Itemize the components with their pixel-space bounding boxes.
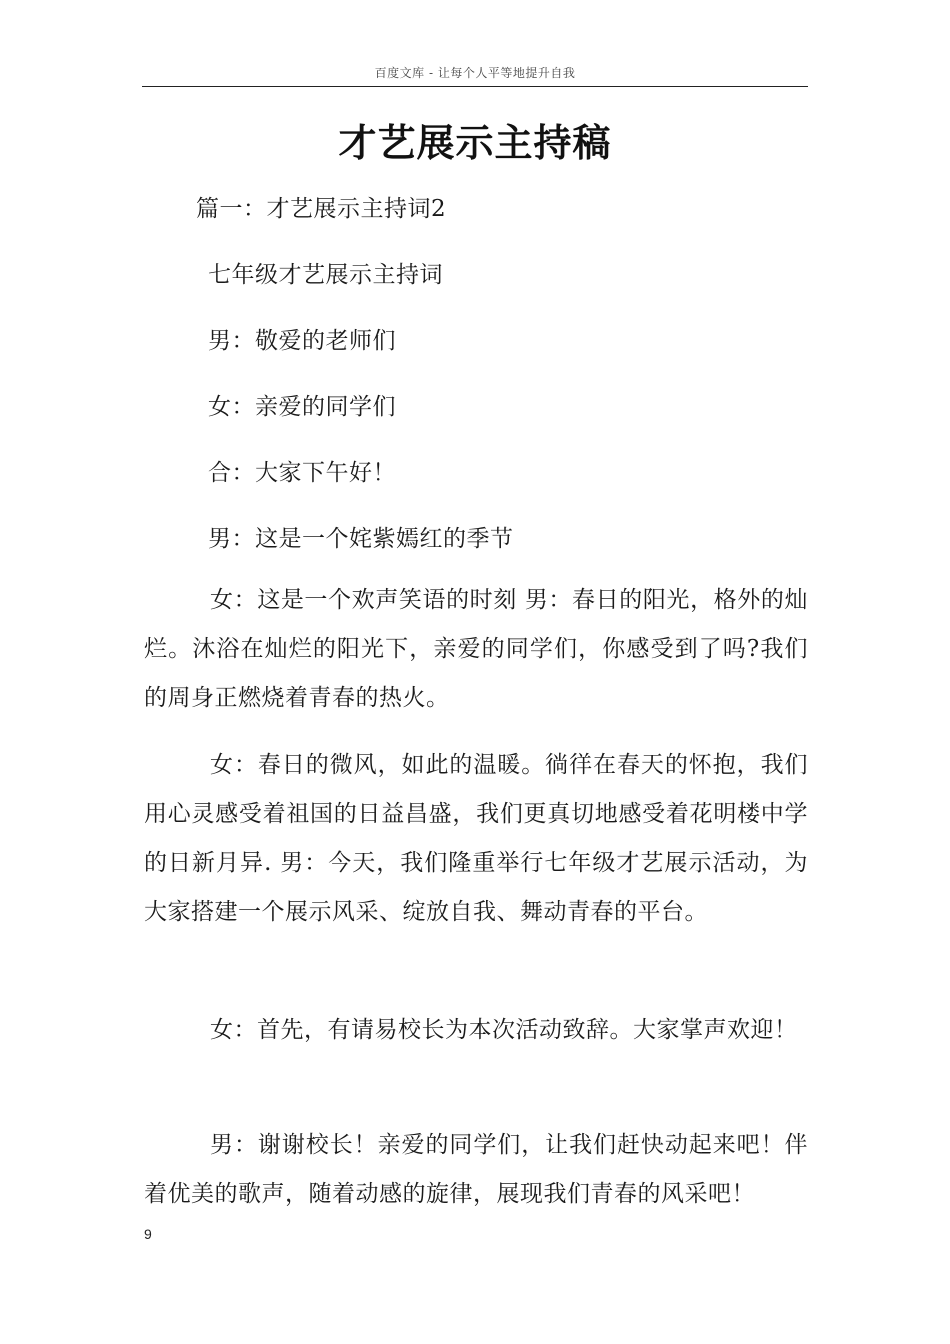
paragraph: 女：春日的微风，如此的温暖。徜徉在春天的怀抱，我们用心灵感受着祖国的日益昌盛，我们更真切地感受着花明楼中学的日新月异. 男：今天，我们隆重举行七年级才艺展示活动，为大家搭建一个展示风采、绽放自我、舞动青春的平台。 xyxy=(144,752,808,925)
page-number: 9 xyxy=(144,1226,152,1242)
dialogue-line: 女：亲爱的同学们 xyxy=(208,394,396,420)
document-title: 才艺展示主持稿 xyxy=(338,120,612,165)
dialogue-line: 合：大家下午好！ xyxy=(208,460,396,486)
subtitle: 七年级才艺展示主持词 xyxy=(208,262,443,288)
paragraph: 女：这是一个欢声笑语的时刻 男：春日的阳光，格外的灿烂。沐浴在灿烂的阳光下，亲爱的同学们，你感受到了吗?我们的周身正燃烧着青春的热火。 xyxy=(144,587,808,711)
page-header: 百度文库 - 让每个人平等地提升自我 xyxy=(374,66,576,80)
paragraph: 男：谢谢校长！亲爱的同学们，让我们赶快动起来吧！伴着优美的歌声，随着动感的旋律，展现我们青春的风采吧！ xyxy=(144,1132,808,1207)
dialogue-line: 男：敬爱的老师们 xyxy=(208,328,396,354)
section-heading: 篇一：才艺展示主持词2 xyxy=(196,196,447,222)
paragraph: 女：首先，有请易校长为本次活动致辞。大家掌声欢迎！ xyxy=(210,1017,798,1043)
header-divider xyxy=(142,86,808,87)
dialogue-line: 男：这是一个姹紫嫣红的季节 xyxy=(208,526,514,552)
